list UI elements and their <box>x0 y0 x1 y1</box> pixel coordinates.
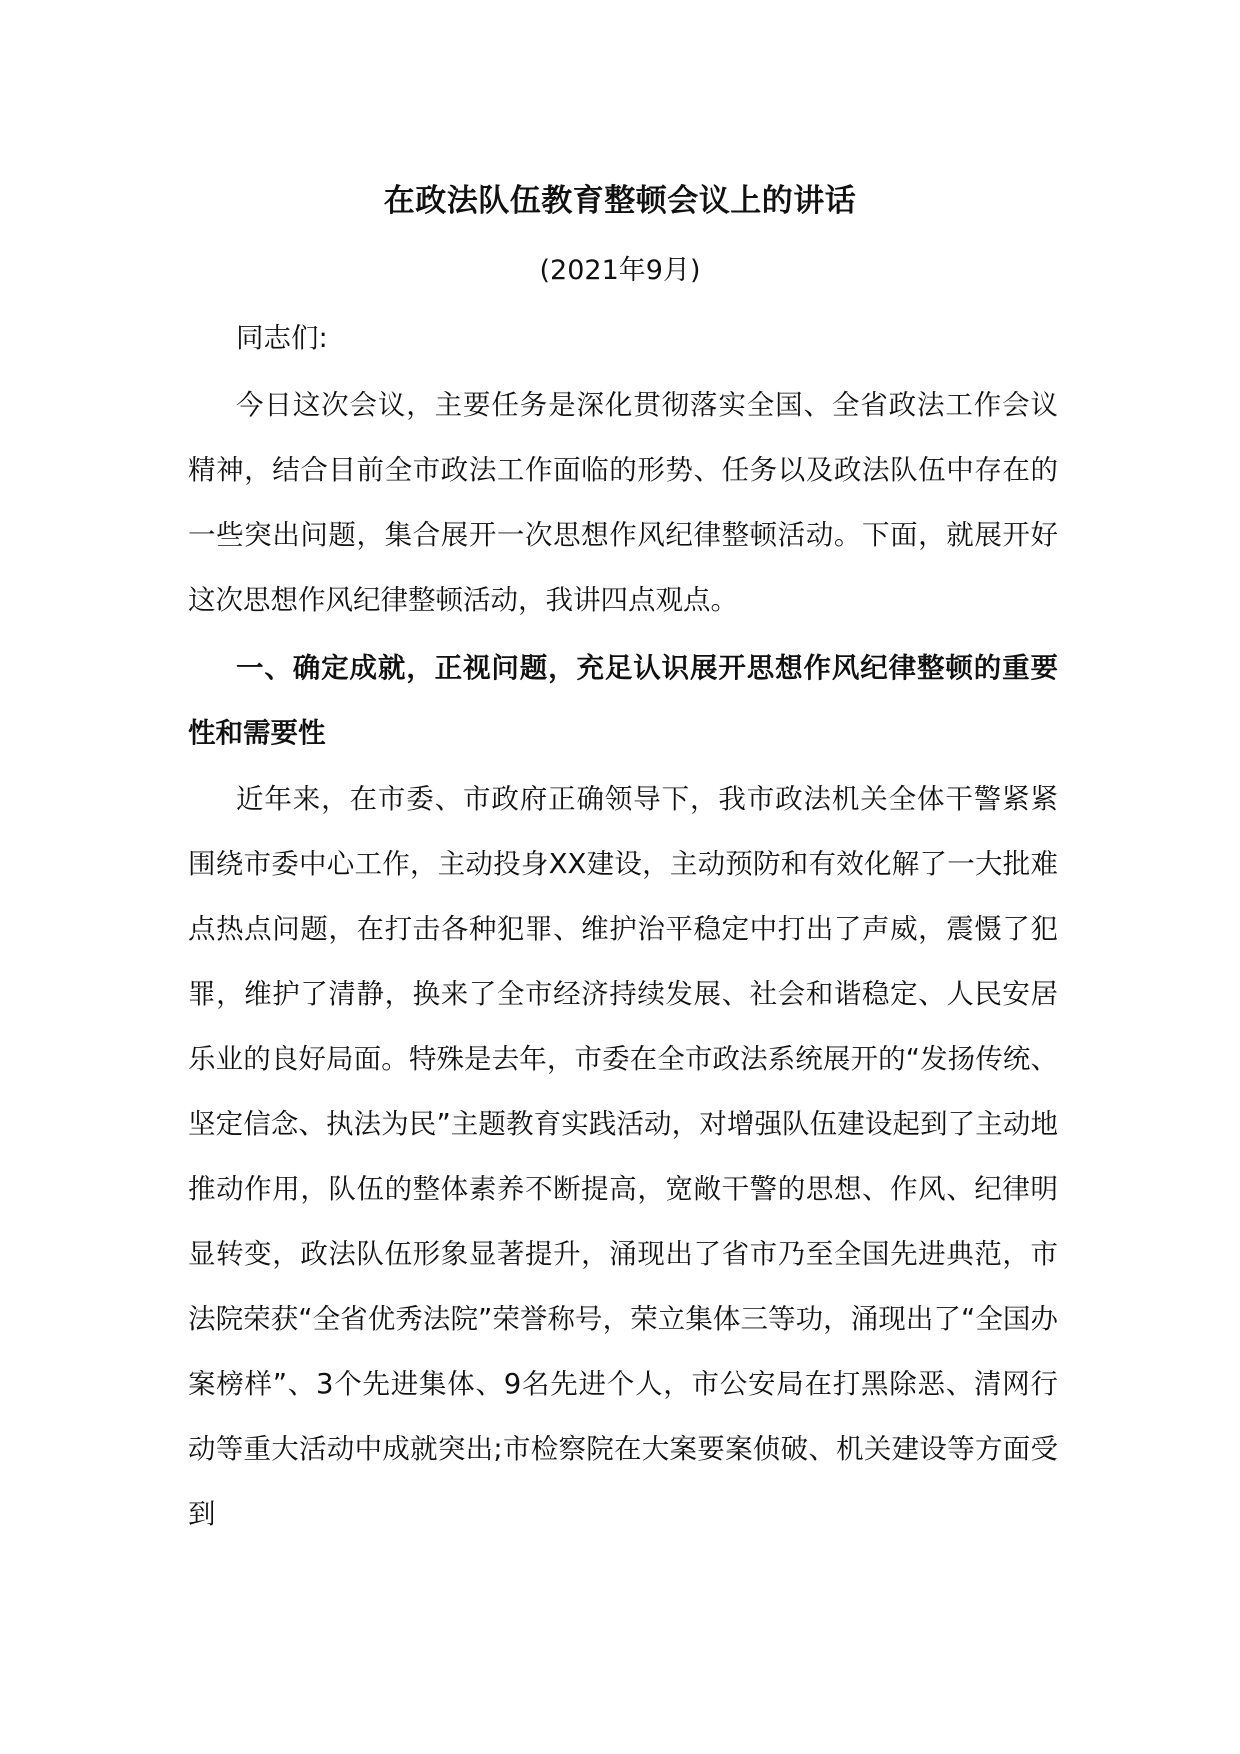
greeting: 同志们: <box>236 322 328 354</box>
document-date: (2021年9月) <box>539 255 701 286</box>
paragraph-section-one: 近年来，在市委、市政府正确领导下，我市政法机关全体干警紧紧围绕市委中心工作，主动投身XX建设，主动预防和有效化解了一大批难点热点问题，在打击各种犯罪、维护治平稳定中打出了声威，震慑了犯罪，维护了清静，换来了全市经济持续发展、社会和谐稳定、人民安居乐业的良好局面。特殊是去年，市委在全市政法系统展开的“发扬传统、坚定信念、执法为民”主题教育实践活动，对增强队伍建设起到了主动地推动作用，队伍的整体素养不断提高，宽敞干警的思想、作风、纪律明显转变，政法队伍形象显著提升，涌现出了省市乃至全国先进典范，市法院荣获“全省优秀法院”荣誉称号，荣立集体三等功，涌现出了“全国办案榜样”、3个先进集体、9名先进个人，市公安局在打黑除恶、清网行动等重大活动中成就突出;市检察院在大案要案侦破、机关建设等方面受到 <box>188 783 1058 1530</box>
document-title: 在政法队伍教育整顿会议上的讲话 <box>383 183 857 219</box>
section-heading-one: 一、确定成就，正视问题，充足认识展开思想作风纪律整顿的重要性和需要性 <box>188 652 1058 749</box>
paragraph-intro: 今日这次会议，主要任务是深化贯彻落实全国、全省政法工作会议精神，结合目前全市政法工作面临的形势、任务以及政法队伍中存在的一些突出问题，集合展开一次思想作风纪律整顿活动。下面，就展开好这次思想作风纪律整顿活动，我讲四点观点。 <box>188 389 1058 616</box>
